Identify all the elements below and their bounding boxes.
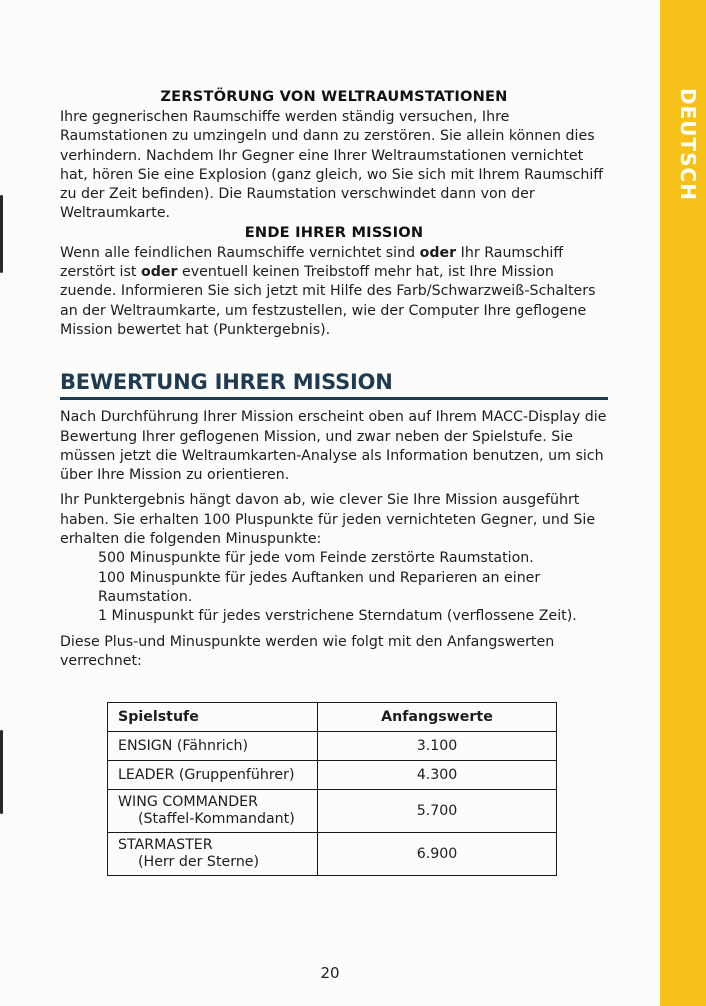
page-content (60, 88, 608, 671)
paragraph-offset: Diese Plus-und Minuspunkte werden wie folgt mit den Anfangswerten verrechnet: (60, 633, 555, 669)
heading-rule (60, 397, 608, 400)
section-text-stations: Ihre gegnerischen Raumschiffe werden ständig versuchen, Ihre Raumstationen zu umzingeln und dann zu zerstören. Sie allein können dies verhindern. Nachdem Ihr Gegner eine Ihrer Weltraumstationen vernichtet hat, hören Sie eine Explosion (ganz gleich, wo Sie sich mit Ihrem Raumschiff zu der Zeit befinden). Die Raumstation verschwindet dann von der Weltraumkarte. (60, 109, 604, 222)
level-cell (108, 833, 318, 876)
value-cell: 5.700 (318, 790, 557, 833)
table-row (108, 833, 557, 876)
paragraph-display: Nach Durchführung Ihrer Mission erscheint oben auf Ihrem MACC-Display die Bewertung Ihrer geflogenen Mission, und zwar neben der Spielstufe. Sie müssen jetzt die Weltraumkarten-Analyse als Information benutzen, um sich über Ihre Mission zu orientieren. (60, 409, 607, 484)
binding-mark-top (0, 195, 3, 273)
text-fragment: Wenn alle feindlichen Raumschiffe vernichtet sind (60, 244, 420, 261)
table-header-row (108, 703, 557, 732)
minus-item: 100 Minuspunkte für jedes Auftanken und Reparieren an einer Raumstation. (98, 569, 541, 605)
bold-word: oder (140, 264, 178, 281)
level-name: STARMASTER (118, 837, 213, 853)
side-tab-label: DEUTSCH (676, 88, 700, 201)
section-title-end: ENDE IHRER MISSION (244, 223, 424, 241)
paragraph-score: Ihr Punktergebnis hängt davon ab, wie clever Sie Ihre Mission ausgeführt haben. Sie erhalten 100 Pluspunkte für jeden vernichteten Gegner, und Sie erhalten die folgenden Minuspunkte: (60, 492, 596, 548)
table-header: Spielstufe (108, 703, 318, 732)
binding-mark-bottom (0, 730, 3, 814)
text-fragment: eventuell keinen Treibstoff mehr hat, ist Ihre Mission zuende. Informieren Sie sich jetzt mit Hilfe des Farb/Schwarzweiß-Schalters an der Weltraumkarte, um festzustellen, wie der Computer Ihre geflogene Mission bewertet hat (Punktergebnis). (60, 264, 596, 338)
table-header: Anfangswerte (318, 703, 557, 732)
minus-item: 1 Minuspunkt für jedes verstrichene Sterndatum (verflossene Zeit). (98, 608, 577, 625)
level-name: WING COMMANDER (118, 794, 258, 810)
value-cell: 4.300 (318, 761, 557, 790)
level-subtitle: (Herr der Sterne) (138, 854, 260, 870)
text-fragment: Ihr Raumschiff zerstört ist (60, 244, 564, 281)
level-subtitle: (Staffel-Kommandant) (138, 811, 295, 827)
page-number: 20 (320, 964, 340, 982)
level-cell: LEADER (Gruppenführer) (108, 761, 318, 790)
level-cell: ENSIGN (Fähnrich) (108, 732, 318, 761)
main-heading: BEWERTUNG IHRER MISSION (60, 370, 393, 395)
value-cell: 3.100 (318, 732, 557, 761)
value-cell: 6.900 (318, 833, 557, 876)
score-table (107, 702, 557, 876)
minus-item: 500 Minuspunkte für jede vom Feinde zerstörte Raumstation. (98, 550, 534, 567)
level-cell (108, 790, 318, 833)
table-row (108, 761, 557, 790)
bold-word: oder (419, 244, 457, 261)
table-row (108, 732, 557, 761)
section-text-end (60, 244, 608, 340)
table-row (108, 790, 557, 833)
section-title-stations: ZERSTÖRUNG VON WELTRAUMSTATIONEN (160, 88, 508, 105)
